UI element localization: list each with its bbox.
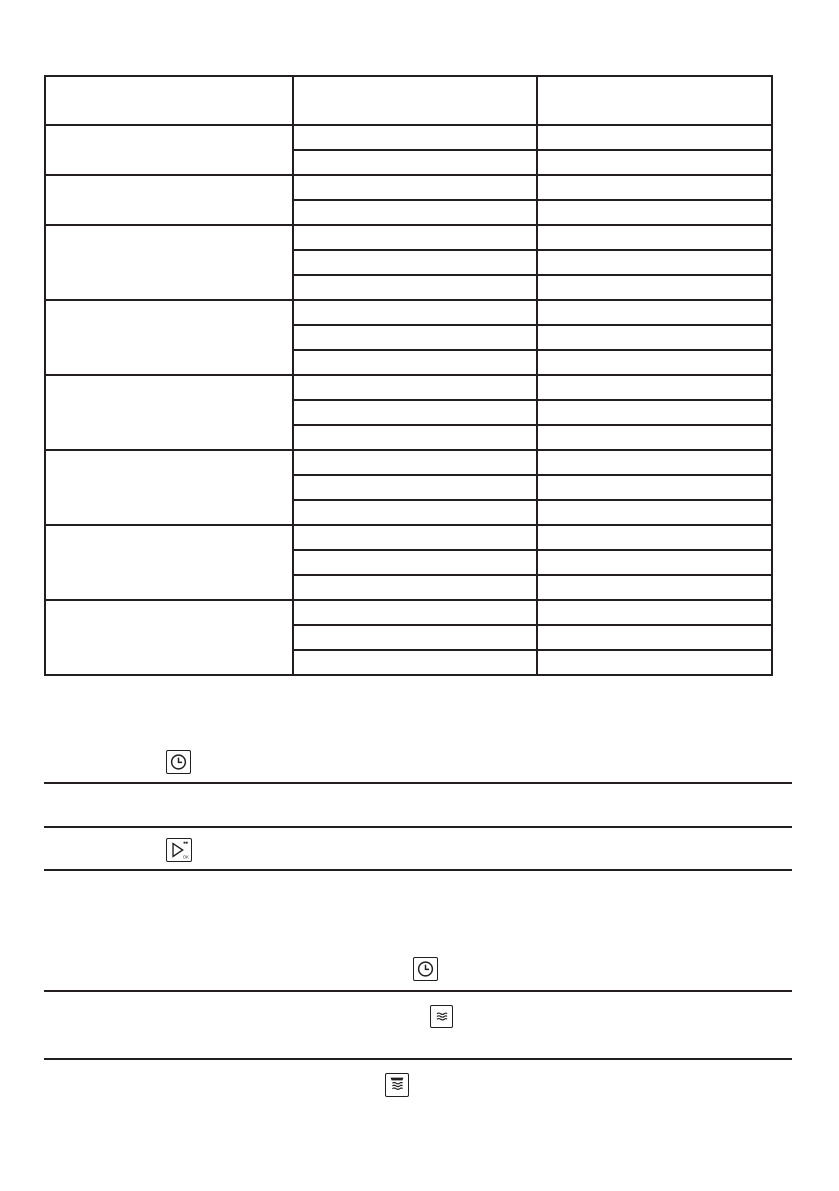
table-header-cell: [293, 76, 537, 125]
table-cell: [537, 475, 772, 500]
steam-icon: [430, 1005, 453, 1028]
table-cell: [537, 250, 772, 275]
table-row: [45, 175, 772, 200]
table-cell: [293, 150, 537, 175]
table-cell: [293, 625, 537, 650]
group-name-cell: [45, 225, 293, 300]
table-row: [45, 525, 772, 550]
group-name-cell: [45, 450, 293, 525]
table-cell: [293, 650, 537, 675]
table-cell: [293, 400, 537, 425]
table-cell: [537, 550, 772, 575]
divider: [44, 1058, 792, 1060]
table-row: [45, 375, 772, 400]
steam-grill-icon: [385, 1073, 409, 1097]
table-cell: [537, 450, 772, 475]
table-header-row: [45, 76, 772, 125]
divider: [44, 990, 792, 992]
table-cell: [293, 175, 537, 200]
group-name-cell: [45, 375, 293, 450]
table-cell: [537, 400, 772, 425]
table-cell: [293, 375, 537, 400]
table-cell: [537, 425, 772, 450]
table-cell: [537, 325, 772, 350]
table-cell: [537, 650, 772, 675]
clock-icon: [413, 957, 438, 981]
table-cell: [293, 425, 537, 450]
divider: [44, 826, 792, 828]
table-cell: [293, 200, 537, 225]
table-cell: [537, 150, 772, 175]
table-cell: [537, 600, 772, 625]
ok-label: OK: [182, 854, 189, 860]
divider: [44, 869, 792, 871]
table-cell: [537, 175, 772, 200]
table-header-cell: [537, 76, 772, 125]
table-cell: [537, 275, 772, 300]
table-cell: [537, 375, 772, 400]
clock-icon: [166, 750, 191, 774]
table-cell: [293, 325, 537, 350]
table-cell: [537, 575, 772, 600]
table-cell: [537, 225, 772, 250]
table-row: [45, 600, 772, 625]
table-header-cell: [45, 76, 293, 125]
table-cell: [537, 525, 772, 550]
table-cell: [537, 625, 772, 650]
table-row: [45, 450, 772, 475]
table-cell: [537, 350, 772, 375]
table-cell: [537, 500, 772, 525]
table-cell: [293, 525, 537, 550]
table-cell: [293, 600, 537, 625]
settings-table: [44, 75, 773, 676]
start-ok-icon: [166, 838, 192, 862]
table-row: [45, 225, 772, 250]
table-cell: [293, 475, 537, 500]
group-name-cell: [45, 600, 293, 675]
table-cell: [293, 125, 537, 150]
table-cell: [293, 575, 537, 600]
group-name-cell: [45, 175, 293, 225]
group-name-cell: [45, 525, 293, 600]
divider: [44, 782, 792, 784]
table-cell: [537, 125, 772, 150]
table-cell: [293, 300, 537, 325]
table-row: [45, 125, 772, 150]
table-cell: [537, 300, 772, 325]
group-name-cell: [45, 300, 293, 375]
table-cell: [293, 500, 537, 525]
table-cell: [293, 250, 537, 275]
table-cell: [293, 350, 537, 375]
table-cell: [293, 225, 537, 250]
group-name-cell: [45, 125, 293, 175]
table-cell: [293, 550, 537, 575]
table-cell: [537, 200, 772, 225]
table-row: [45, 300, 772, 325]
table-cell: [293, 275, 537, 300]
table-cell: [293, 450, 537, 475]
